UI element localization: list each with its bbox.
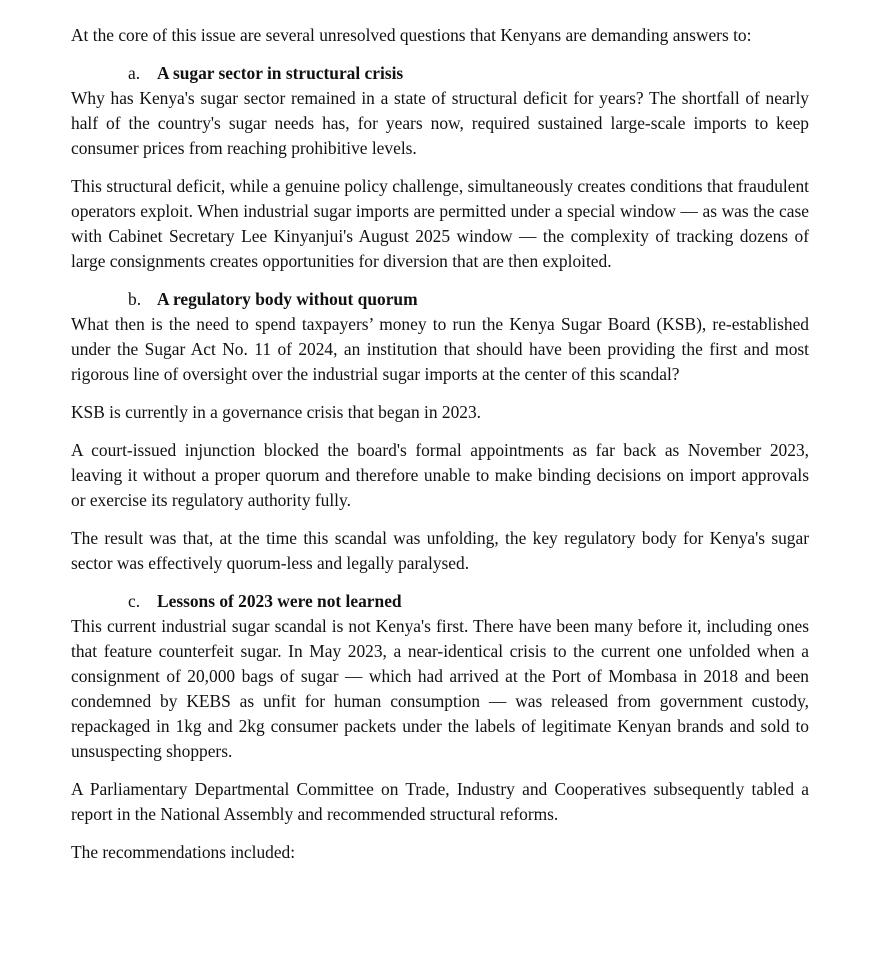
paragraph: This structural deficit, while a genuine policy challenge, simultaneously creates conditions that fraudulent operators exploit. When industrial sugar imports are permitted under a special window — as was the case with Cabinet Secretary Lee Kinyanjui's August 2025 window — the complexity of tracking dozens of large consignments creates opportunities for diversion that are then exploited. xyxy=(71,176,809,271)
section-heading-a xyxy=(128,61,809,86)
section-marker: c. xyxy=(128,591,141,611)
section-marker: b. xyxy=(128,289,142,309)
paragraph: KSB is currently in a governance crisis that began in 2023. xyxy=(71,402,482,422)
paragraph: This current industrial sugar scandal is not Kenya's first. There have been many before it, including ones that feature counterfeit sugar. In May 2023, a near-identical crisis to the current one unfolded when a consignment of 20,000 bags of sugar — which had arrived at the Port of Mombasa in 2018 and been condemned by KEBS as unfit for human consumption — was released from government custody, repackaged in 1kg and 2kg consumer packets under the labels of legitimate Kenyan brands and sold to unsuspecting shoppers. xyxy=(71,616,809,761)
paragraph: A Parliamentary Departmental Committee on Trade, Industry and Cooperatives subsequently tabled a report in the National Assembly and recommended structural reforms. xyxy=(71,779,809,824)
section-heading-b xyxy=(128,287,809,312)
section-title: A sugar sector in structural crisis xyxy=(157,63,404,83)
paragraph: The result was that, at the time this scandal was unfolding, the key regulatory body for Kenya's sugar sector was effectively quorum-less and legally paralysed. xyxy=(71,528,809,573)
section-heading-c xyxy=(128,589,809,614)
section-marker: a. xyxy=(128,63,141,83)
section-title: Lessons of 2023 were not learned xyxy=(157,591,402,611)
section-title: A regulatory body without quorum xyxy=(157,289,418,309)
paragraph: The recommendations included: xyxy=(71,842,296,862)
paragraph: Why has Kenya's sugar sector remained in a state of structural deficit for years? The shortfall of nearly half of the country's sugar needs has, for years now, required sustained large-scale imports to keep consumer prices from reaching prohibitive levels. xyxy=(71,88,809,158)
paragraph: What then is the need to spend taxpayers’ money to run the Kenya Sugar Board (KSB), re-established under the Sugar Act No. 11 of 2024, an institution that should have been providing the first and most rigorous line of oversight over the industrial sugar imports at the center of this scandal? xyxy=(71,314,809,384)
intro-paragraph: At the core of this issue are several unresolved questions that Kenyans are demanding answers to: xyxy=(71,25,752,45)
paragraph: A court-issued injunction blocked the board's formal appointments as far back as November 2023, leaving it without a proper quorum and therefore unable to make binding decisions on import approvals or exercise its regulatory authority fully. xyxy=(71,440,809,510)
